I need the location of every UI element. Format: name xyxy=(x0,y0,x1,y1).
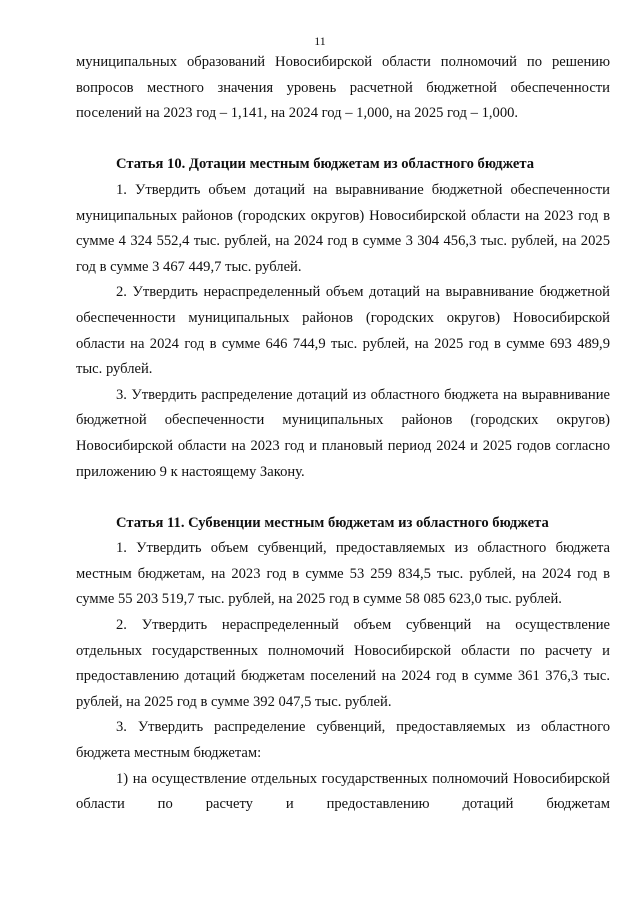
article-10-paragraph-3: 3. Утвердить распределение дотаций из областного бюджета на выравнивание бюджетной обеспеченности муниципальных районов (городских округов) Новосибирской области на 2023 год и плановый период 2024 и 2025 годов согласно приложению 9 к настоящему Закону. xyxy=(76,386,610,480)
article-11-item-1: 1) на осуществление отдельных государственных полномочий Новосибирской области по расчету и предоставлению дотаций бюджетам xyxy=(76,770,610,813)
document-body xyxy=(76,50,610,818)
article-11-paragraph-3: 3. Утвердить распределение субвенций, предоставляемых из областного бюджета местным бюджетам: xyxy=(76,719,610,762)
article-10-title: Статья 10. Дотации местным бюджетам из областного бюджета xyxy=(116,156,535,173)
article-11-paragraph-2: 2. Утвердить нераспределенный объем субвенций на осуществление отдельных государственных полномочий Новосибирской области по расчету и предоставлению дотаций бюджетам поселений на 2024 год в сумме 361 376,3 тыс. рублей, на 2025 год в сумме 392 047,5 тыс. рублей. xyxy=(76,617,610,710)
article-11-paragraph-1: 1. Утвердить объем субвенций, предоставляемых из областного бюджета местным бюджетам, на 2023 год в сумме 53 259 834,5 тыс. рублей, на 2024 год в сумме 55 203 519,7 тыс. рублей, на 2025 год в сумме 58 085 623,0 тыс. рублей. xyxy=(76,540,610,608)
spacer xyxy=(76,485,610,511)
article-10-paragraph-1: 1. Утвердить объем дотаций на выравнивание бюджетной обеспеченности муниципальных районов (городских округов) Новосибирской области на 2023 год в сумме 4 324 552,4 тыс. рублей, на 2024 год в сумме 3 304 456,3 тыс. рублей, на 2025 год в сумме 3 467 449,7 тыс. рублей. xyxy=(76,181,610,275)
page-number: 11 xyxy=(314,34,326,48)
article-10-paragraph-2: 2. Утвердить нераспределенный объем дотаций на выравнивание бюджетной обеспеченности муниципальных районов (городских округов) Новосибирской области на 2024 год в сумме 646 744,9 тыс. рублей, на 2025 год в сумме 693 489,9 тыс. рублей. xyxy=(76,284,610,378)
article-11-title: Статья 11. Субвенции местным бюджетам из областного бюджета xyxy=(116,514,549,531)
intro-paragraph: муниципальных образований Новосибирской области полномочий по решению вопросов местного значения уровень расчетной бюджетной обеспеченности поселений на 2023 год – 1,141, на 2024 год – 1,000, на 2025 год – 1,000. xyxy=(76,54,610,122)
spacer xyxy=(76,127,610,153)
